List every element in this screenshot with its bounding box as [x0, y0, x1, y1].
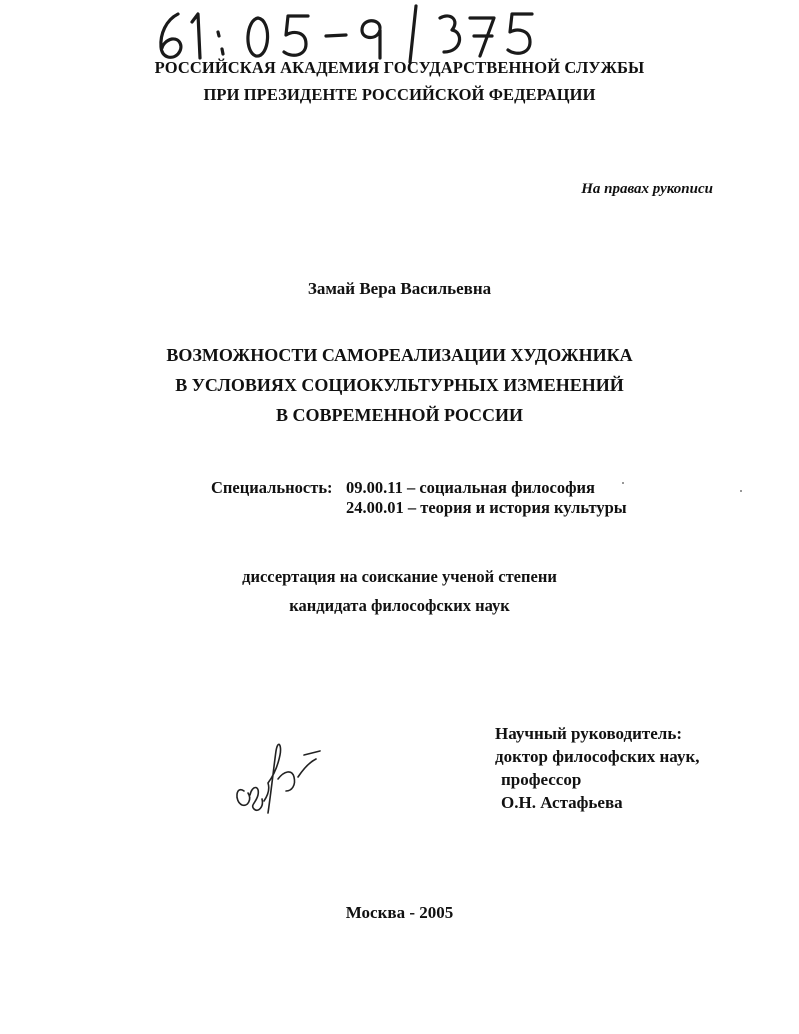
advisor-heading: Научный руководитель:	[495, 724, 682, 743]
title-line-3: В СОВРЕМЕННОЙ РОССИИ	[275, 405, 524, 425]
manuscript-rights-note: На правах рукописи	[581, 181, 713, 197]
specialty-row-2	[211, 498, 627, 518]
degree-line-1: диссертация на соискание ученой степени	[242, 567, 557, 586]
specialty-label: Специальность:	[211, 478, 333, 497]
city-year: Москва - 2005	[345, 903, 454, 922]
specialty-item: 09.00.11 – социальная философия	[346, 478, 595, 497]
specialty-item: 24.00.01 – теория и история культуры	[346, 498, 627, 517]
advisor-name: О.Н. Астафьева	[501, 793, 623, 812]
institution-line-2: ПРИ ПРЕЗИДЕНТЕ РОССИЙСКОЙ ФЕДЕРАЦИИ	[203, 85, 596, 104]
scan-speck	[622, 482, 624, 484]
scan-speck	[740, 490, 742, 492]
institution-line-1: РОССИЙСКАЯ АКАДЕМИЯ ГОСУДАРСТВЕННОЙ СЛУЖБЫ	[154, 58, 645, 77]
specialty-block	[211, 478, 627, 518]
title-line-2: В УСЛОВИЯХ СОЦИОКУЛЬТУРНЫХ ИЗМЕНЕНИЙ	[175, 375, 624, 395]
advisor-degree: доктор философских наук,	[495, 747, 700, 766]
scientific-advisor-block	[495, 722, 700, 814]
author-name: Замай Вера Васильевна	[307, 279, 492, 298]
advisor-title: профессор	[501, 770, 582, 789]
degree-line-2: кандидата философских наук	[289, 596, 510, 615]
title-line-1: ВОЗМОЖНОСТИ САМОРЕАЛИЗАЦИИ ХУДОЖНИКА	[166, 345, 633, 365]
specialty-row-1	[211, 478, 627, 498]
signature	[228, 725, 328, 820]
